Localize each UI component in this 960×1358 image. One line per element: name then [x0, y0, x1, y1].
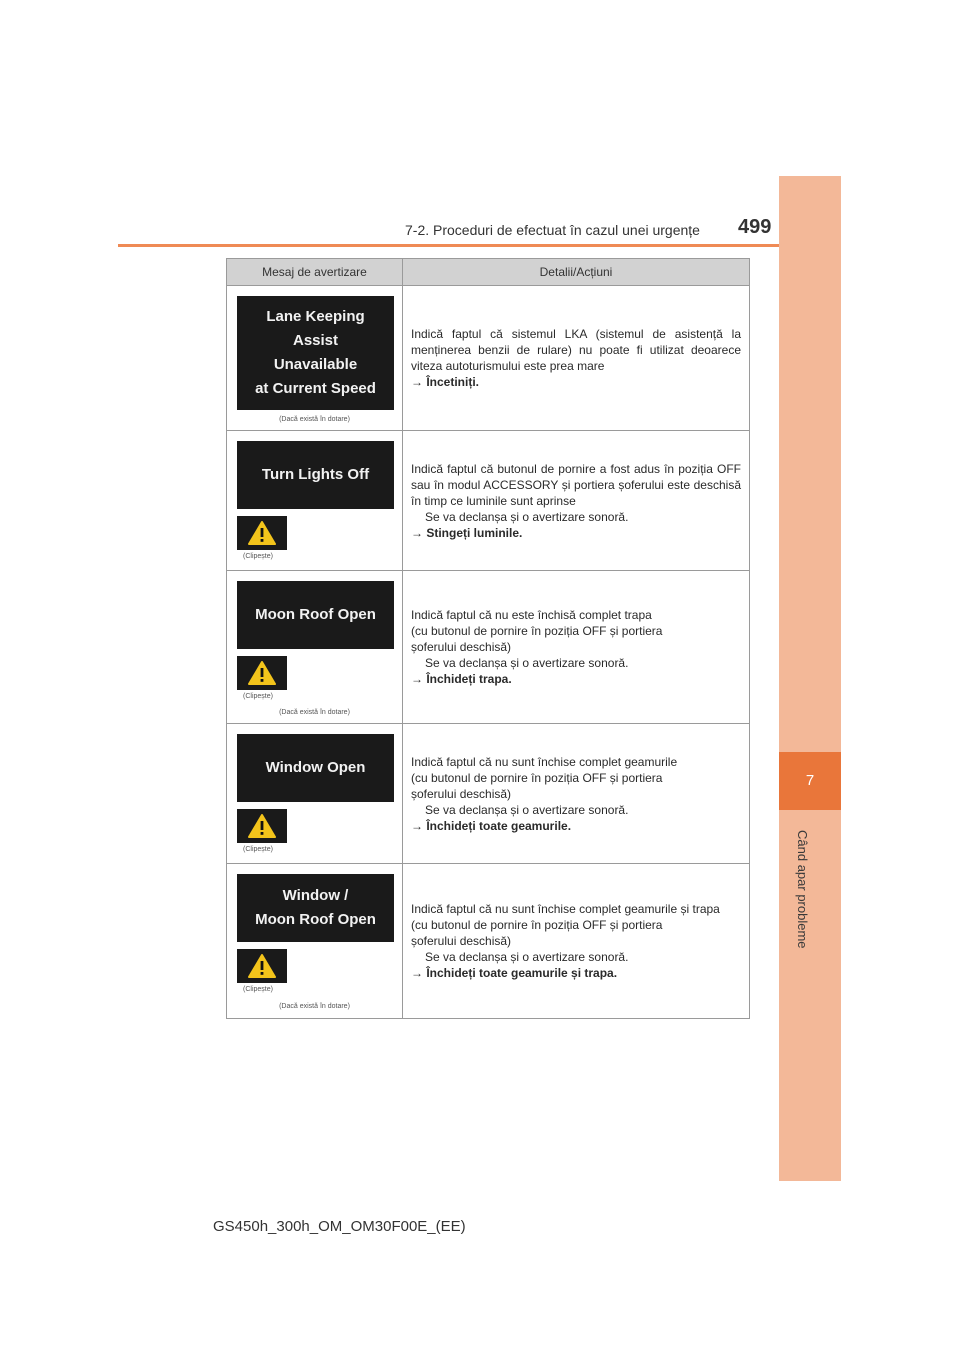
chapter-number: 7	[779, 752, 841, 810]
table-row	[227, 431, 750, 571]
warning-triangle-icon	[237, 516, 287, 550]
display-screen: Lane Keeping Assist Unavailable at Current Speed	[237, 296, 394, 410]
warning-table	[226, 258, 750, 1019]
blink-note: (Clipește)	[243, 986, 273, 993]
warning-triangle-icon	[237, 949, 287, 983]
details-cell: Indică faptul că nu sunt închise complet geamurile și trapa (cu butonul de pornire în poziția OFF și portiera șoferului deschisă) Se va declanșa și o avertizare sonoră. → Închideți toate geamurile și trapa.	[403, 864, 750, 1019]
equipment-note: (Dacă există în dotare)	[279, 1003, 350, 1010]
message-cell	[227, 431, 403, 571]
table-row	[227, 864, 750, 1019]
chapter-title: Când apar probleme	[795, 830, 810, 949]
details-cell: Indică faptul că nu este închisă complet trapa (cu butonul de pornire în poziția OFF și portiera șoferului deschisă) Se va declanșa și o avertizare sonoră. → Închideți trapa.	[403, 571, 750, 724]
display-screen: Window Open	[237, 734, 394, 802]
table-row	[227, 286, 750, 431]
blink-note: (Clipește)	[243, 553, 273, 560]
message-cell	[227, 571, 403, 724]
table-header-row	[227, 259, 750, 286]
table-row	[227, 571, 750, 724]
equipment-note: (Dacă există în dotare)	[279, 416, 350, 423]
blink-note: (Clipește)	[243, 846, 273, 853]
col-details-header: Detalii/Acțiuni	[403, 259, 750, 286]
message-cell	[227, 286, 403, 431]
equipment-note: (Dacă există în dotare)	[279, 709, 350, 716]
details-cell: Indică faptul că butonul de pornire a fost adus în poziția OFF sau în modul ACCESSORY și portiera șoferului este deschisă în timp ce luminile sunt aprinse Se va declanșa și o avertizare sonoră. → Stingeți luminile.	[403, 431, 750, 571]
blink-note: (Clipește)	[243, 693, 273, 700]
header-rule	[118, 244, 779, 247]
details-cell: Indică faptul că nu sunt închise complet geamurile (cu butonul de pornire în poziția OFF și portiera șoferului deschisă) Se va declanșa și o avertizare sonoră. → Închideți toate geamurile.	[403, 724, 750, 864]
message-cell	[227, 864, 403, 1019]
message-cell	[227, 724, 403, 864]
col-message-header: Mesaj de avertizare	[227, 259, 403, 286]
page-number: 499	[738, 216, 772, 238]
warning-triangle-icon	[237, 656, 287, 690]
display-screen: Turn Lights Off	[237, 441, 394, 509]
display-screen: Window / Moon Roof Open	[237, 874, 394, 942]
display-screen: Moon Roof Open	[237, 581, 394, 649]
table-row	[227, 724, 750, 864]
warning-triangle-icon	[237, 809, 287, 843]
details-cell: Indică faptul că sistemul LKA (sistemul de asistență la menținerea benzii de rulare) nu poate fi utilizat deoarece viteza autoturismului este prea mare → Încetiniți.	[403, 286, 750, 431]
section-title: 7-2. Proceduri de efectuat în cazul unei urgențe	[405, 222, 700, 238]
document-code: GS450h_300h_OM_OM30F00E_(EE)	[213, 1218, 466, 1235]
chapter-side-tab	[779, 176, 841, 1181]
